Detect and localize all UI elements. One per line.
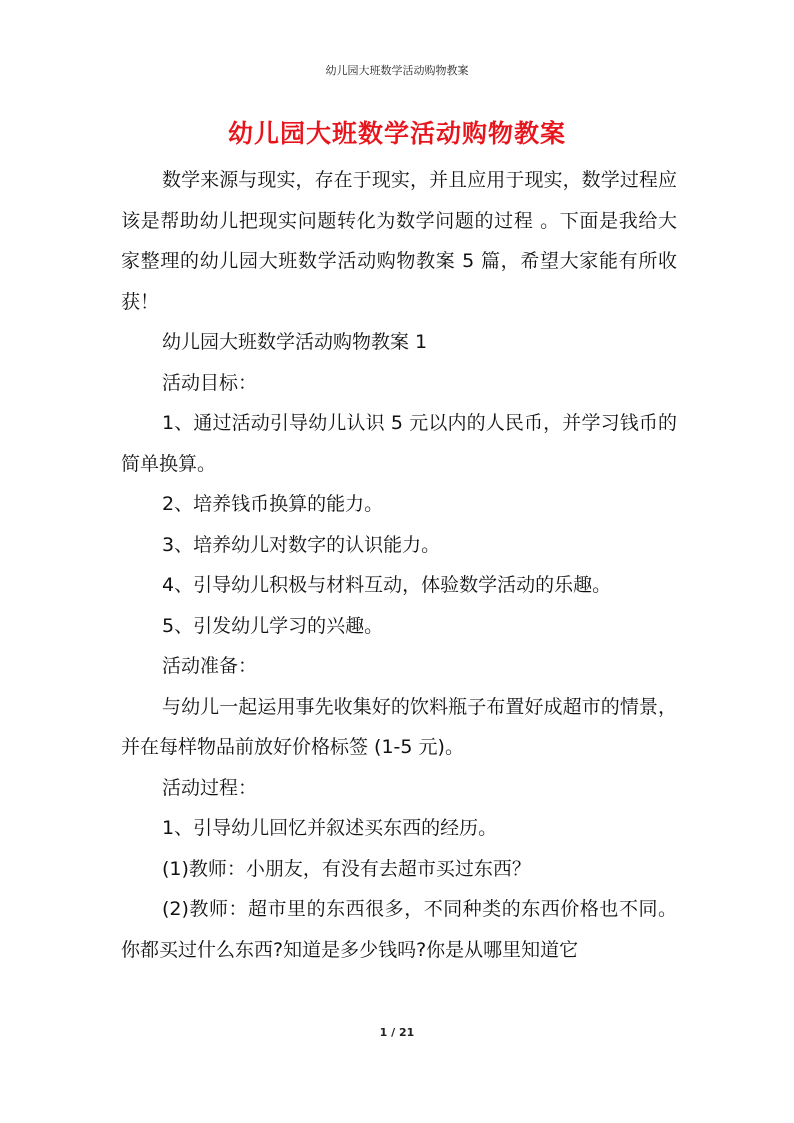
section-heading-lesson-1: 幼儿园大班数学活动购物教案 1	[162, 331, 428, 353]
goal-item-3: 3、培养幼儿对数字的认识能力。	[162, 533, 441, 556]
goal-item-5: 5、引发幼儿学习的兴趣。	[162, 614, 384, 637]
page-number: 1 / 21	[379, 1026, 415, 1039]
document-body	[121, 160, 677, 970]
goal-item-4: 4、引导幼儿积极与材料互动，体验数学活动的乐趣。	[162, 574, 612, 596]
heading-activity-process: 活动过程：	[162, 776, 258, 799]
process-step-1: 1、引导幼儿回忆并叙述买东西的经历。	[162, 817, 498, 839]
heading-activity-goals: 活动目标：	[162, 371, 258, 394]
document-title: 幼儿园大班数学活动购物教案	[227, 119, 566, 148]
goal-item-2: 2、培养钱币换算的能力。	[162, 493, 384, 515]
preparation-text: 与幼儿一起运用事先收集好的饮料瓶子布置好成超市的情景，并在每样物品前放好价格标签 (1-5 元)。	[121, 695, 677, 758]
goal-item-1: 1、通过活动引导幼儿认识 5 元以内的人民币，并学习钱币的简单换算。	[121, 412, 677, 475]
heading-activity-preparation: 活动准备：	[162, 655, 258, 677]
paragraph-intro: 数学来源与现实，存在于现实，并且应用于现实，数学过程应该是帮助幼儿把现实问题转化为数学问题的过程 。下面是我给大家整理的幼儿园大班数学活动购物教案 5 篇，希望大家能有所收获！	[121, 169, 677, 313]
process-substep-1: (1)教师：小朋友，有没有去超市买过东西？	[162, 857, 531, 880]
running-header: 幼儿园大班数学活动购物教案	[325, 64, 469, 77]
process-substep-2: (2)教师：超市里的东西很多，不同种类的东西价格也不同。你都买过什么东西?知道是多少钱吗?你是从哪里知道它	[121, 898, 677, 961]
